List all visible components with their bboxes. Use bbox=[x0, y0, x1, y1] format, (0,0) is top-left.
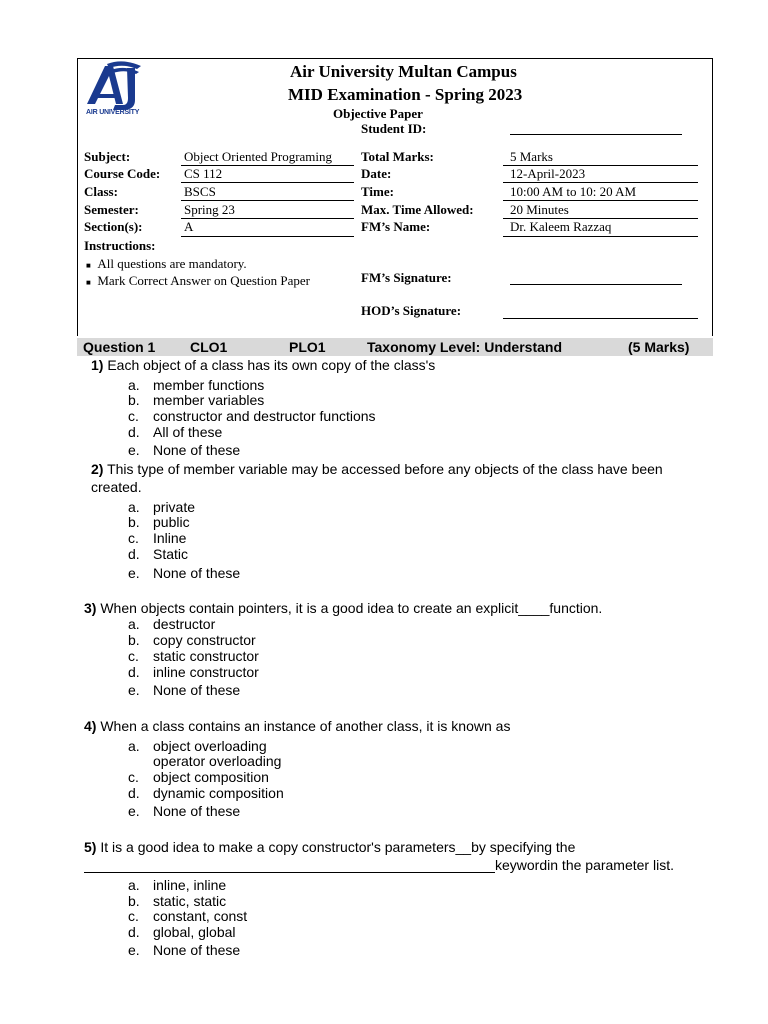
option-item[interactable]: d. bbox=[128, 785, 140, 801]
date-value: 12-April-2023 bbox=[510, 166, 586, 181]
option-text[interactable]: constructor and destructor functions bbox=[153, 408, 376, 424]
question-text: 2) This type of member variable may be accessed before any objects of the class have been bbox=[91, 461, 663, 477]
option-item[interactable]: c. bbox=[128, 408, 139, 424]
question-text: 5) It is a good idea to make a copy constructor's parameters__by specifying the bbox=[84, 839, 576, 855]
instruction-text: Mark Correct Answer on Question Paper bbox=[97, 273, 310, 288]
option-text[interactable]: None of these bbox=[153, 442, 241, 458]
question-text: 1) Each object of a class has its own copy of the class's bbox=[91, 357, 436, 373]
option-item[interactable]: d. bbox=[128, 664, 140, 680]
bullet-icon: ■ bbox=[86, 278, 91, 287]
option-text[interactable]: Static bbox=[153, 546, 189, 562]
semester-underline bbox=[181, 218, 354, 219]
paper-type: Objective Paper bbox=[333, 106, 423, 121]
option-text[interactable]: None of these bbox=[153, 565, 241, 581]
student-id-label: Student ID: bbox=[361, 121, 427, 136]
option-item[interactable]: b. bbox=[128, 632, 140, 648]
option-text[interactable]: member variables bbox=[153, 392, 265, 408]
fm-signature-field[interactable] bbox=[510, 284, 682, 285]
class-value: BSCS bbox=[184, 184, 216, 199]
subject-value: Object Oriented Programing bbox=[184, 149, 333, 164]
student-id-field[interactable] bbox=[510, 134, 682, 135]
option-item[interactable]: d. bbox=[128, 924, 140, 940]
taxonomy-label: Taxonomy Level: Understand bbox=[367, 339, 563, 355]
semester-label: Semester: bbox=[84, 202, 139, 217]
question-number: Question 1 bbox=[83, 339, 156, 355]
option-item[interactable]: c. bbox=[128, 908, 139, 924]
question-text-continued: keywordin the parameter list. bbox=[495, 857, 674, 873]
option-text[interactable]: None of these bbox=[153, 682, 241, 698]
option-item[interactable]: c. bbox=[128, 648, 139, 664]
time-underline bbox=[503, 200, 698, 201]
date-underline bbox=[503, 182, 698, 183]
course-code-label: Course Code: bbox=[84, 166, 161, 181]
max-time-label: Max. Time Allowed: bbox=[361, 202, 474, 217]
option-text[interactable]: destructor bbox=[153, 616, 216, 632]
option-text[interactable]: copy constructor bbox=[153, 632, 256, 648]
university-title: Air University Multan Campus bbox=[290, 62, 517, 81]
option-item[interactable]: a. bbox=[128, 877, 140, 893]
question-text: 3) When objects contain pointers, it is a good idea to create an explicit____function. bbox=[84, 600, 603, 616]
option-text[interactable]: inline, inline bbox=[153, 877, 227, 893]
option-text[interactable]: All of these bbox=[153, 424, 223, 440]
option-item[interactable]: b. bbox=[128, 514, 140, 530]
time-label: Time: bbox=[361, 184, 394, 199]
option-text[interactable]: public bbox=[153, 514, 190, 530]
section-label: Section(s): bbox=[84, 219, 143, 234]
option-text[interactable]: static constructor bbox=[153, 648, 259, 664]
option-text[interactable]: operator overloading bbox=[153, 753, 282, 769]
fm-signature-label: FM’s Signature: bbox=[361, 270, 452, 285]
semester-value: Spring 23 bbox=[184, 202, 235, 217]
clo-label: CLO1 bbox=[190, 339, 228, 355]
fm-name-underline bbox=[503, 236, 698, 237]
instruction-item bbox=[86, 256, 247, 272]
plo-label: PLO1 bbox=[289, 339, 326, 355]
subject-label: Subject: bbox=[84, 149, 131, 164]
option-item[interactable]: a. bbox=[128, 738, 140, 754]
option-item[interactable]: b. bbox=[128, 392, 140, 408]
option-text[interactable]: member functions bbox=[153, 377, 265, 393]
option-text[interactable]: object composition bbox=[153, 769, 269, 785]
option-text[interactable]: inline constructor bbox=[153, 664, 259, 680]
option-item[interactable]: e. bbox=[128, 803, 140, 819]
option-text[interactable]: constant, const bbox=[153, 908, 248, 924]
hod-signature-field[interactable] bbox=[503, 318, 698, 319]
option-item[interactable]: e. bbox=[128, 682, 140, 698]
option-item[interactable]: d. bbox=[128, 424, 140, 440]
answer-blank-line[interactable] bbox=[84, 872, 495, 873]
section-value: A bbox=[184, 219, 194, 234]
logo-caption: AIR UNIVERSITY bbox=[86, 109, 140, 116]
date-label: Date: bbox=[361, 166, 392, 181]
question-text: 4) When a class contains an instance of another class, it is known as bbox=[84, 718, 511, 734]
section-underline bbox=[181, 236, 354, 237]
instruction-text: All questions are mandatory. bbox=[97, 256, 247, 271]
question-header-bar bbox=[77, 338, 713, 356]
option-text[interactable]: private bbox=[153, 499, 196, 515]
option-item[interactable]: b. bbox=[128, 893, 140, 909]
option-item[interactable]: e. bbox=[128, 565, 140, 581]
class-underline bbox=[181, 200, 354, 201]
exam-title: MID Examination - Spring 2023 bbox=[288, 85, 523, 104]
option-item[interactable]: c. bbox=[128, 530, 139, 546]
max-time-value: 20 Minutes bbox=[510, 202, 569, 217]
option-text[interactable]: None of these bbox=[153, 803, 241, 819]
bullet-icon: ■ bbox=[86, 261, 91, 270]
instruction-item bbox=[86, 273, 310, 289]
option-text[interactable]: None of these bbox=[153, 942, 241, 958]
option-text[interactable]: global, global bbox=[153, 924, 236, 940]
total-marks-label: Total Marks: bbox=[361, 149, 434, 164]
option-item[interactable]: c. bbox=[128, 769, 139, 785]
instructions-heading: Instructions: bbox=[84, 238, 156, 253]
course-code-value: CS 112 bbox=[184, 166, 223, 181]
fm-name-value: Dr. Kaleem Razzaq bbox=[510, 219, 612, 234]
option-text[interactable]: dynamic composition bbox=[153, 785, 284, 801]
option-text[interactable]: static, static bbox=[153, 893, 227, 909]
class-label: Class: bbox=[84, 184, 118, 199]
option-item[interactable]: e. bbox=[128, 942, 140, 958]
hod-signature-label: HOD’s Signature: bbox=[361, 303, 462, 318]
question-text-continued: created. bbox=[91, 479, 142, 495]
option-item[interactable]: a. bbox=[128, 499, 140, 515]
total-marks-value: 5 Marks bbox=[510, 149, 553, 164]
fm-name-label: FM’s Name: bbox=[361, 219, 431, 234]
marks-label: (5 Marks) bbox=[628, 339, 690, 355]
course-code-underline bbox=[181, 182, 354, 183]
option-item[interactable]: a. bbox=[128, 616, 140, 632]
option-text[interactable]: object overloading bbox=[153, 738, 267, 754]
time-value: 10:00 AM to 10: 20 AM bbox=[510, 184, 637, 199]
option-text[interactable]: Inline bbox=[153, 530, 187, 546]
option-item[interactable]: a. bbox=[128, 377, 140, 393]
option-item[interactable]: e. bbox=[128, 442, 140, 458]
option-item[interactable]: d. bbox=[128, 546, 140, 562]
